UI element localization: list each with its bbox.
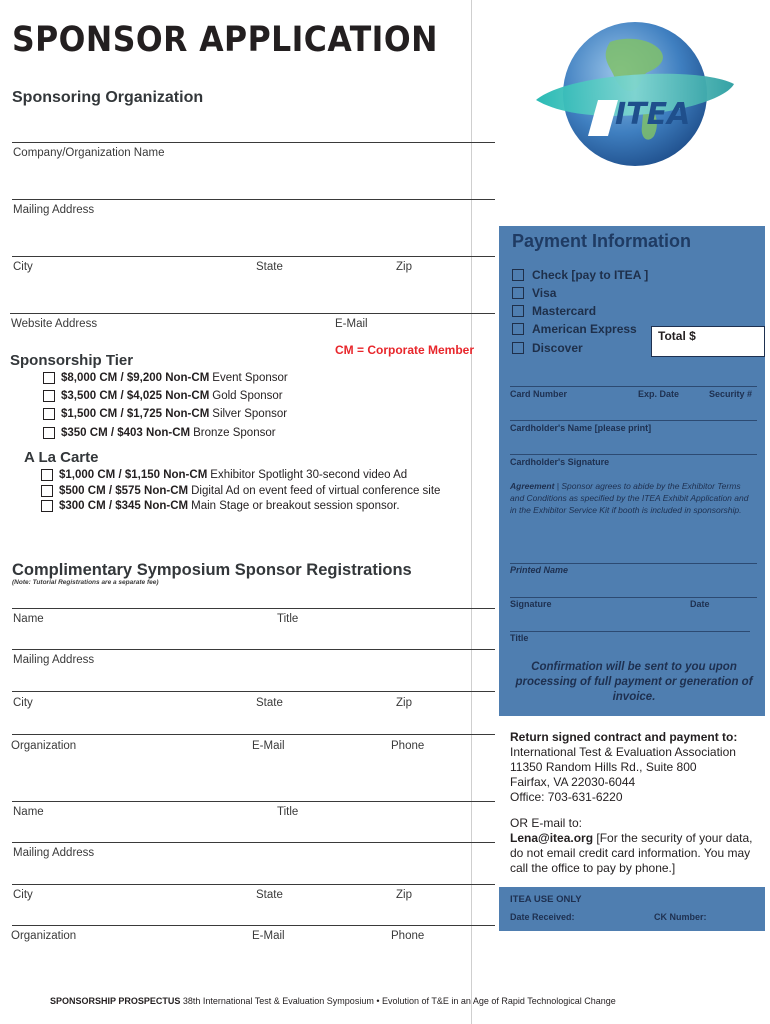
sponsoring-heading: Sponsoring Organization [12, 89, 204, 106]
card-number-line[interactable] [510, 386, 757, 387]
card-number-label: Card Number [510, 389, 568, 399]
return-or-email: OR E-mail to: [510, 816, 583, 830]
tier-option[interactable]: $3,500 CM / $4,025 Non-CM Gold Sponsor [43, 390, 283, 402]
cm-note: CM = Corporate Member [335, 343, 475, 357]
reg1-name-label: Name [13, 613, 44, 625]
tier-heading: Sponsorship Tier [10, 352, 134, 369]
reg2-name-line[interactable] [12, 801, 495, 802]
reg2-city-line[interactable] [12, 884, 495, 885]
reg2-city-label: City [13, 889, 33, 901]
reg2-name-label: Name [13, 806, 44, 818]
reg1-zip-label: Zip [396, 697, 412, 709]
return-office: Office: 703-631-6220 [510, 790, 623, 804]
page-title: SPONSOR APPLICATION [12, 20, 438, 60]
reg1-email-label: E-Mail [252, 740, 285, 752]
exp-date-label: Exp. Date [638, 389, 680, 399]
checkbox[interactable] [41, 500, 53, 512]
agreement-text: Agreement | Sponsor agrees to abide by the Exhibitor Terms and Conditions as specified by the ITEA Exhibit Application and in the Exhibitor Service Kit if booth is included in sponsorship. [510, 481, 749, 515]
comp-note: (Note: Tutorial Registrations are a separate fee) [12, 579, 159, 586]
checkbox[interactable] [512, 287, 524, 299]
checkbox[interactable] [512, 269, 524, 281]
cardholder-name-line[interactable] [510, 420, 757, 421]
reg2-org-line[interactable] [12, 925, 495, 926]
itea-logo [530, 14, 740, 174]
return-city: Fairfax, VA 22030-6044 [510, 775, 636, 789]
payment-heading: Payment Information [512, 231, 692, 251]
reg1-state-label: State [256, 697, 283, 709]
checkbox[interactable] [512, 305, 524, 317]
checkbox[interactable] [512, 323, 524, 335]
payment-option-amex[interactable]: American Express [512, 322, 637, 336]
reg1-city-label: City [13, 697, 33, 709]
checkbox[interactable] [43, 427, 55, 439]
reg2-email-label: E-Mail [252, 930, 285, 942]
reg2-phone-label: Phone [391, 930, 425, 942]
company-label: Company/Organization Name [13, 147, 165, 159]
logo-text: ITEA [615, 97, 691, 132]
checkbox[interactable] [512, 342, 524, 354]
security-label: Security # [709, 389, 753, 399]
reg2-org-label: Organization [11, 930, 77, 942]
use-only-heading: ITEA USE ONLY [510, 894, 582, 905]
printed-name-label: Printed Name [510, 565, 569, 575]
reg2-mailing-label: Mailing Address [13, 847, 95, 859]
cardholder-sig-label: Cardholder's Signature [510, 457, 610, 467]
reg1-mailing-label: Mailing Address [13, 654, 95, 666]
signature-line[interactable] [510, 597, 757, 598]
footer: SPONSORSHIP PROSPECTUS 38th International Test & Evaluation Symposium • Evolution of T&E in an Age of Rapid Technological Change [50, 996, 616, 1006]
return-email-link[interactable]: Lena@itea.org [510, 831, 594, 845]
alacarte-option[interactable]: $300 CM / $345 Non-CM Main Stage or breakout session sponsor. [41, 500, 400, 512]
return-street: 11350 Random Hills Rd., Suite 800 [510, 760, 697, 774]
reg2-zip-label: Zip [396, 889, 412, 901]
reg1-title-label: Title [277, 613, 299, 625]
cardholder-name-label: Cardholder's Name [please print] [510, 423, 652, 433]
payment-option-discover[interactable]: Discover [512, 341, 583, 355]
ck-number-label: CK Number: [654, 912, 707, 922]
checkbox[interactable] [43, 408, 55, 420]
cardholder-sig-line[interactable] [510, 454, 757, 455]
reg1-city-line[interactable] [12, 691, 495, 692]
itea-use-only-panel [499, 887, 765, 931]
website-label: Website Address [11, 318, 98, 330]
reg1-org-line[interactable] [12, 734, 495, 735]
reg2-title-label: Title [277, 806, 299, 818]
date-label: Date [690, 599, 710, 609]
mailing-line[interactable] [12, 199, 495, 200]
reg1-org-label: Organization [11, 740, 77, 752]
confirmation-text: Confirmation will be sent to you upon processing of full payment or generation of invoice. [515, 661, 753, 703]
tier-option[interactable]: $1,500 CM / $1,725 Non-CM Silver Sponsor [43, 408, 287, 420]
tier-option[interactable]: $8,000 CM / $9,200 Non-CM Event Sponsor [43, 372, 288, 384]
reg2-state-label: State [256, 889, 283, 901]
reg1-phone-label: Phone [391, 740, 425, 752]
zip-label: Zip [396, 261, 412, 273]
alacarte-option[interactable]: $1,000 CM / $1,150 Non-CM Exhibitor Spotlight 30-second video Ad [41, 469, 407, 481]
checkbox[interactable] [41, 469, 53, 481]
reg1-mailing-line[interactable] [12, 649, 495, 650]
payment-option-mastercard[interactable]: Mastercard [512, 304, 596, 318]
return-org: International Test & Evaluation Association [510, 745, 736, 759]
return-email-block: Lena@itea.org [For the security of your data, do not email credit card information. You may call the office to pay by phone.] [510, 831, 753, 875]
checkbox[interactable] [43, 372, 55, 384]
total-label: Total $ [658, 329, 696, 343]
return-heading: Return signed contract and payment to: [510, 730, 738, 744]
alacarte-heading: A La Carte [24, 449, 99, 466]
comp-heading: Complimentary Symposium Sponsor Registrations [12, 561, 412, 579]
checkbox[interactable] [41, 485, 53, 497]
payment-option-check[interactable]: Check [pay to ITEA ] [512, 268, 648, 282]
return-info [510, 730, 765, 876]
reg2-mailing-line[interactable] [12, 842, 495, 843]
title-label: Title [510, 633, 529, 643]
state-label: State [256, 261, 283, 273]
email-label: E-Mail [335, 318, 368, 330]
payment-option-visa[interactable]: Visa [512, 286, 556, 300]
signature-label: Signature [510, 599, 552, 609]
column-divider [471, 0, 472, 1024]
checkbox[interactable] [43, 390, 55, 402]
reg1-name-line[interactable] [12, 608, 495, 609]
alacarte-option[interactable]: $500 CM / $575 Non-CM Digital Ad on event feed of virtual conference site [41, 485, 440, 497]
city-line[interactable] [12, 256, 495, 257]
printed-name-line[interactable] [510, 563, 757, 564]
company-line[interactable] [12, 142, 495, 143]
date-received-label: Date Received: [510, 912, 575, 922]
website-line[interactable] [10, 313, 495, 314]
title-line[interactable] [510, 631, 750, 632]
total-field[interactable] [651, 326, 765, 357]
tier-option[interactable]: $350 CM / $403 Non-CM Bronze Sponsor [43, 427, 276, 439]
city-label: City [13, 261, 33, 273]
mailing-label: Mailing Address [13, 204, 95, 216]
